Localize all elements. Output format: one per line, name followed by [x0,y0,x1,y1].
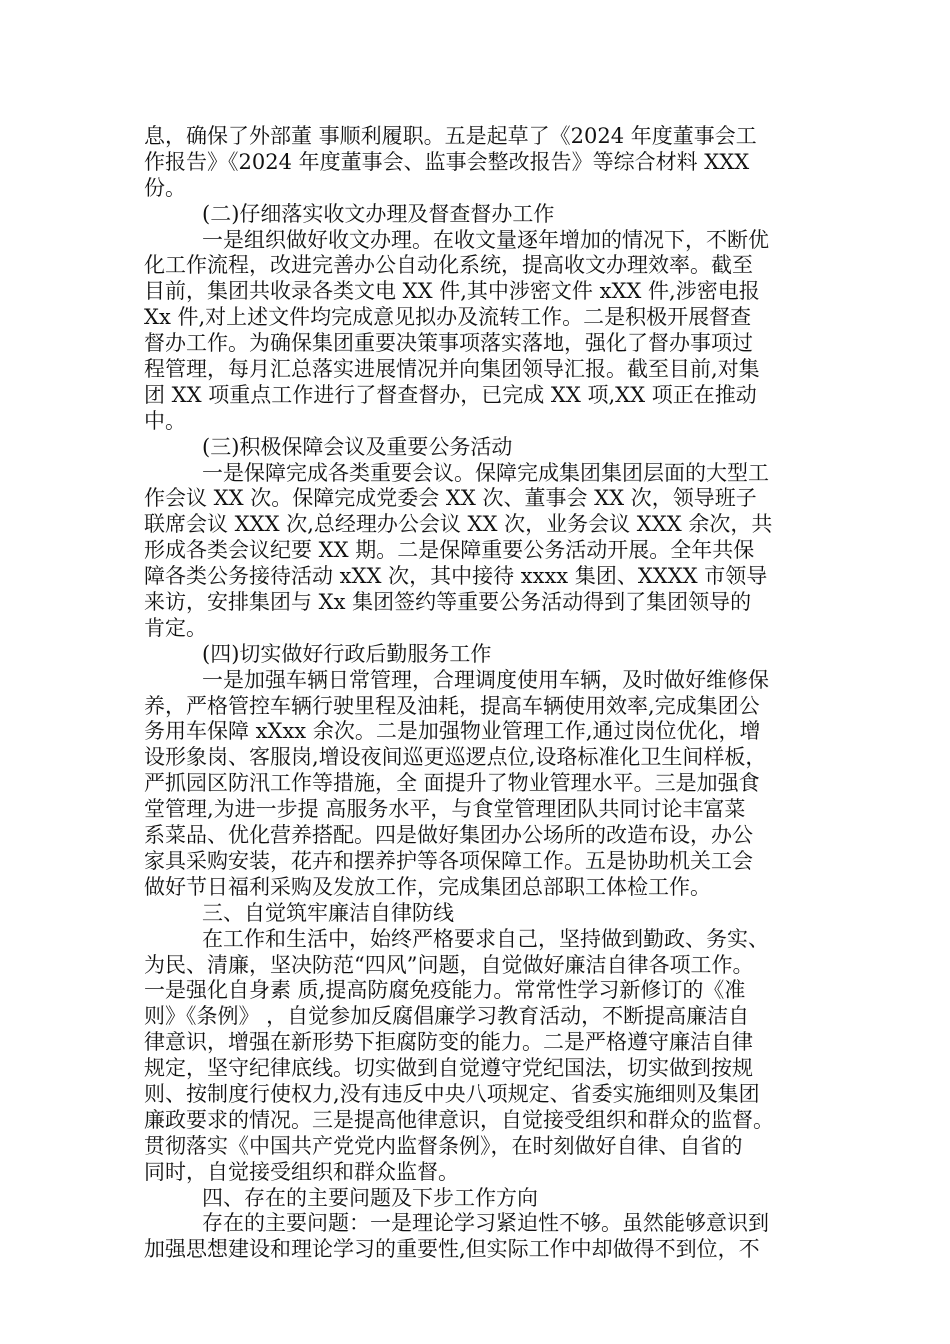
text-line: 为民、清廉，坚决防范“四风”问题，自觉做好廉洁自律各项工作。 [144,952,754,977]
paragraph-first-line: 一是组织做好收文办理。在收文量逐年增加的情况下，不断优 [202,227,769,252]
text-line: 加强思想建设和理论学习的重要性,但实际工作中却做得不到位，不 [144,1237,760,1262]
text-line: 严抓园区防汛工作等措施，全 面提升了物业管理水平。三是加强食 [144,771,760,796]
text-line: 同时，自觉接受组织和群众监督。 [144,1159,459,1184]
text-line: 廉政要求的情况。三是提高他律意识，自觉接受组织和群众的监督。 [144,1107,774,1132]
text-line: 团 XX 项重点工作进行了督查督办，已完成 XX 项,XX 项正在推动 [144,382,757,407]
text-line: 贯彻落实《中国共产党党内监督条例》，在时刻做好自律、自省的 [144,1133,743,1158]
text-line: 堂管理,为进一步提 高服务水平，与食堂管理团队共同讨论丰富菜 [144,797,746,822]
text-line: 规定，坚守纪律底线。切实做到自觉遵守党纪国法，切实做到按规 [144,1056,753,1081]
text-line: Xx 件,对上述文件均完成意见拟办及流转工作。二是积极开展督查 [144,305,752,330]
text-line: 律意识，增强在新形势下拒腐防变的能力。二是严格遵守廉洁自律 [144,1030,753,1055]
text-line: 一是强化自身素 质,提高防腐免疫能力。常常性学习新修订的《准 [144,978,746,1003]
text-line: 养，严格管控车辆行驶里程及油耗，提高车辆使用效率,完成集团公 [144,693,760,718]
text-line: 系菜品、优化营养搭配。四是做好集团办公场所的改造布设，办公 [144,823,753,848]
text-line: 份。 [144,175,186,200]
document-body [144,124,814,1263]
text-line: 形成各类会议纪要 XX 期。二是保障重要公务活动开展。全年共保 [144,538,755,563]
paragraph-first-line: 一是加强车辆日常管理，合理调度使用车辆，及时做好维修保 [202,667,769,692]
text-line: 障各类公务接待活动 xXX 次，其中接待 xxxx 集团、XXXX 市领导 [144,564,768,589]
text-line: 做好节日福利采购及发放工作，完成集团总部职工体检工作。 [144,874,711,899]
paragraph-first-line: 一是保障完成各类重要会议。保障完成集团集团层面的大型工 [202,460,769,485]
text-line: 设形象岗、客服岗,增设夜间巡更巡逻点位,设珞标准化卫生间样板， [144,745,767,770]
text-line: 化工作流程，改进完善办公自动化系统，提高收文办理效率。截至 [144,253,753,278]
paragraph-first-line: 存在的主要问题：一是理论学习紧迫性不够。虽然能够意识到 [202,1211,769,1236]
text-line: 则》《条例》 ，自觉参加反腐倡廉学习教育活动，不断提高廉洁自 [144,1004,750,1029]
paragraph-first-line: (三)积极保障会议及重要公务活动 [202,434,513,459]
text-line: 中。 [144,408,186,433]
paragraph-first-line: 三、自觉筑牢廉洁自律防线 [202,900,454,925]
text-line: 作报告》《2024 年度董事会、监事会整改报告》等综合材料 XXX [144,149,750,174]
paragraph-first-line: 在工作和生活中，始终严格要求自己，坚持做到勤政、务实、 [202,926,769,951]
text-line: 督办工作。为确保集团重要决策事项落实落地，强化了督办事项过 [144,331,753,356]
text-line: 肯定。 [144,615,207,640]
paragraph-first-line: (四)切实做好行政后勤服务工作 [202,641,492,666]
text-line: 来访，安排集团与 Xx 集团签约等重要公务活动得到了集团领导的 [144,590,752,615]
text-line: 息，确保了外部董 事顺利履职。五是起草了《2024 年度董事会工 [144,124,757,148]
text-line: 联席会议 XXX 次,总经理办公会议 XX 次，业务会议 XXX 余次，共 [144,512,773,537]
paragraph-first-line: 四、存在的主要问题及下步工作方向 [202,1185,538,1210]
text-line: 程管理，每月汇总落实进展情况并向集团领导汇报。截至目前,对集 [144,357,760,382]
paragraph-first-line: (二)仔细落实收文办理及督查督办工作 [202,201,555,226]
text-line: 作会议 XX 次。保障完成党委会 XX 次、董事会 XX 次，领导班子 [144,486,757,511]
text-line: 则、按制度行使权力,没有违反中央八项规定、省委实施细则及集团 [144,1081,760,1106]
text-line: 目前，集团共收录各类文电 XX 件,其中涉密文件 xXX 件,涉密电报 [144,279,760,304]
text-line: 家具采购安装，花卉和摆养护等各项保障工作。五是协助机关工会 [144,848,753,873]
text-line: 务用车保障 xXxx 余次。二是加强物业管理工作,通过岗位优化，增 [144,719,761,744]
